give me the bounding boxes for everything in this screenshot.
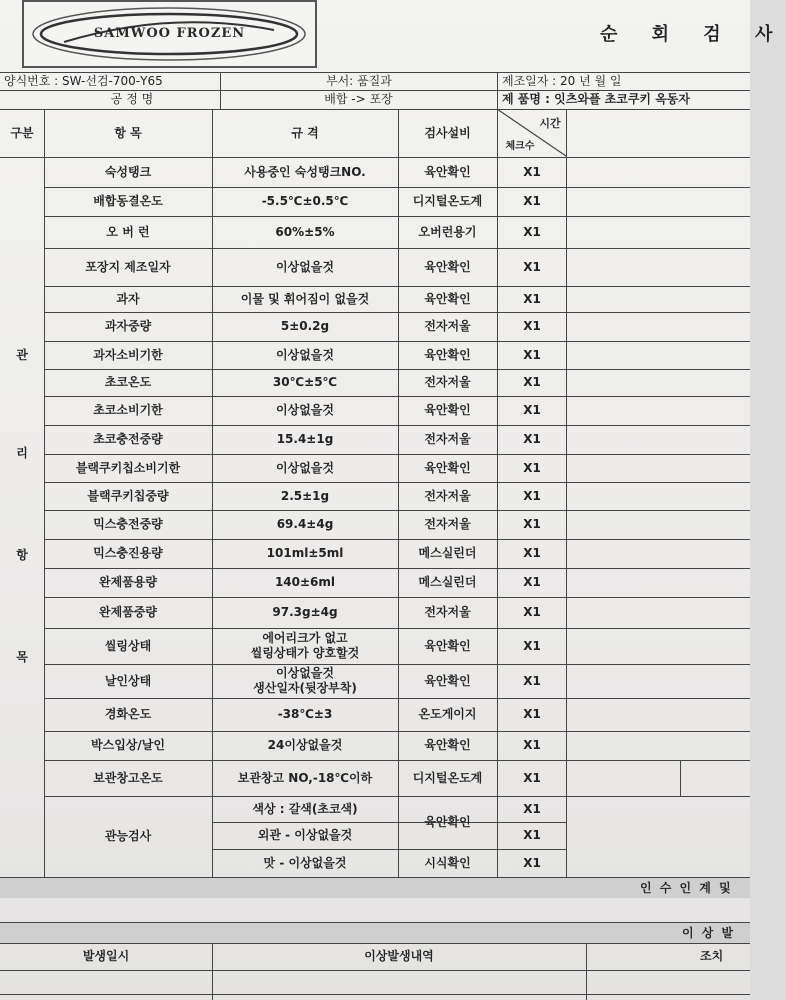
- row-equipment: 전자저울: [424, 432, 471, 446]
- check-count: X1: [523, 738, 541, 752]
- row-spec: 140±6ml: [274, 575, 336, 589]
- row-equipment: 육안확인: [424, 347, 471, 362]
- form-number: 양식번호 : SW-선검-700-Y65: [4, 73, 163, 88]
- row-equipment: 전자저울: [424, 375, 471, 389]
- check-count: X1: [523, 575, 541, 589]
- category-char: 관: [16, 347, 28, 362]
- row-spec: 사용중인 숙성탱크NO.: [244, 164, 366, 179]
- row-item: 날인상태: [104, 673, 152, 688]
- row-spec: 97.3g±4g: [272, 605, 338, 619]
- row-item: 씰링상태: [104, 638, 152, 653]
- row-spec: 101ml±5ml: [266, 546, 344, 560]
- header-category: 구분: [10, 125, 34, 140]
- process-value: 배합 -> 포장: [324, 92, 393, 106]
- row-spec: 24이상없을것: [267, 738, 343, 752]
- product-name: 제 품명 : 잇츠와플 초코쿠키 옥동자: [502, 92, 690, 106]
- row-item: 믹스충진용량: [93, 546, 163, 560]
- check-count: X1: [523, 432, 541, 446]
- category-char: 항: [16, 547, 28, 562]
- check-count: X1: [523, 319, 541, 333]
- check-count: X1: [523, 488, 541, 503]
- row-equipment: 전자저울: [424, 488, 471, 503]
- row-equipment: 육안확인: [424, 291, 471, 306]
- sensory-spec: 색상 : 갈색(초코색): [252, 801, 358, 816]
- row-item: 믹스충전중량: [93, 517, 163, 531]
- row-spec: -5.5℃±0.5℃: [261, 194, 349, 208]
- check-count: X1: [523, 770, 541, 785]
- sensory-spec: 외관 - 이상없을것: [257, 828, 353, 842]
- footer-col-action: 조치: [700, 949, 724, 963]
- row-item: 박스입상/날인: [91, 738, 165, 752]
- row-item: 숙성탱크: [104, 164, 152, 179]
- row-item: 보관창고온도: [93, 770, 163, 785]
- row-spec: 5±0.2g: [280, 319, 330, 333]
- row-equipment: 전자저울: [424, 517, 471, 531]
- check-count: X1: [523, 194, 541, 208]
- row-equipment: 온도게이지: [418, 707, 477, 721]
- row-item: 블랙쿠키칩중량: [87, 488, 169, 503]
- row-spec: 15.4±1g: [276, 432, 334, 446]
- category-char: 목: [16, 649, 28, 664]
- check-count: X1: [523, 801, 541, 816]
- row-item: 완제품중량: [99, 605, 157, 619]
- check-count: X1: [523, 403, 541, 417]
- check-count: X1: [523, 517, 541, 531]
- process-label: 공 정 명: [110, 92, 154, 106]
- row-item: 오 버 런: [106, 224, 150, 239]
- abnormal-title: 이 상 발: [682, 925, 736, 940]
- check-count: X1: [523, 259, 541, 274]
- department: 부서: 품질과: [326, 73, 392, 88]
- row-equipment: 육안확인: [424, 259, 471, 274]
- header-time: 시간: [539, 117, 561, 131]
- row-equipment: 디지털온도계: [412, 194, 483, 208]
- row-item: 배합동결온도: [93, 194, 163, 208]
- row-spec: 60%±5%: [275, 224, 335, 239]
- page-title: 순 회 검 사: [600, 24, 786, 45]
- footer-col-details: 이상발생내역: [364, 949, 434, 963]
- check-count: X1: [523, 546, 541, 560]
- row-spec: -38℃±3: [277, 707, 333, 721]
- category-char: 리: [16, 445, 28, 460]
- row-spec: 이상없을것: [276, 403, 334, 417]
- header-check-count: 체크수: [505, 140, 535, 152]
- row-equipment: 육안확인: [424, 638, 471, 653]
- check-count: X1: [523, 638, 541, 653]
- check-count: X1: [523, 707, 541, 721]
- row-equipment: 메스실린더: [418, 575, 477, 589]
- check-count: X1: [523, 855, 541, 870]
- check-count: X1: [523, 291, 541, 306]
- row-spec: 69.4±4g: [276, 517, 334, 531]
- handover-label: 인 수 인 계 및: [640, 880, 733, 895]
- row-item: 포장지 제조일자: [85, 259, 171, 274]
- row-item: 경화온도: [104, 707, 152, 721]
- row-spec: 2.5±1g: [280, 488, 330, 503]
- check-count: X1: [523, 828, 541, 842]
- row-equipment: 육안확인: [424, 164, 471, 179]
- row-spec: 이상없을것: [276, 460, 334, 475]
- check-count: X1: [523, 375, 541, 389]
- sensory-item: 관능검사: [104, 829, 152, 843]
- sensory-equipment: 시식확인: [424, 855, 471, 870]
- row-equipment: 육안확인: [424, 403, 471, 417]
- check-count: X1: [523, 673, 541, 688]
- row-spec: 이물 및 휘어짐이 없을것: [240, 291, 370, 306]
- row-item: 초코충전중량: [93, 432, 163, 446]
- row-equipment: 육안확인: [424, 738, 471, 752]
- check-count: X1: [523, 224, 541, 239]
- row-equipment: 메스실린더: [418, 546, 477, 560]
- row-equipment: 육안확인: [424, 673, 471, 688]
- row-spec: 이상없을것: [276, 259, 334, 274]
- row-equipment: 전자저울: [424, 319, 471, 333]
- row-item: 과자: [116, 291, 140, 306]
- footer-col-date: 발생일시: [82, 949, 130, 963]
- header-spec: 규 격: [291, 125, 319, 140]
- row-item: 초코온도: [104, 375, 152, 389]
- sensory-equipment: 육안확인: [424, 815, 471, 829]
- row-equipment: 오버런용기: [418, 224, 477, 239]
- row-spec: 보관창고 NO,-18℃이하: [237, 770, 373, 785]
- row-item: 초코소비기한: [93, 403, 163, 417]
- row-equipment: 디지털온도계: [412, 770, 483, 785]
- row-item: 완제품용량: [99, 575, 157, 589]
- logo-text: SAMWOO FROZEN: [93, 26, 246, 41]
- row-spec: 이상없을것 생산일자(뒷장부착): [253, 666, 357, 695]
- row-item: 블랙쿠키칩소비기한: [75, 460, 181, 475]
- header-item: 항 목: [114, 125, 142, 140]
- row-spec: 이상없을것: [276, 347, 334, 362]
- header-equipment: 검사설비: [424, 125, 471, 140]
- row-spec: 에어리크가 없고 씰링상태가 양호할것: [250, 631, 360, 660]
- row-equipment: 전자저울: [424, 605, 471, 619]
- check-count: X1: [523, 347, 541, 362]
- row-item: 과자소비기한: [93, 347, 163, 362]
- production-date: 제조일자 : 20 년 월 일: [502, 73, 622, 88]
- row-item: 과자중량: [104, 319, 152, 333]
- sensory-spec: 맛 - 이상없을것: [263, 855, 347, 870]
- row-equipment: 육안확인: [424, 460, 471, 475]
- check-count: X1: [523, 460, 541, 475]
- check-count: X1: [523, 605, 541, 619]
- check-count: X1: [523, 164, 541, 179]
- row-spec: 30℃±5℃: [272, 375, 338, 389]
- company-logo: [22, 0, 317, 68]
